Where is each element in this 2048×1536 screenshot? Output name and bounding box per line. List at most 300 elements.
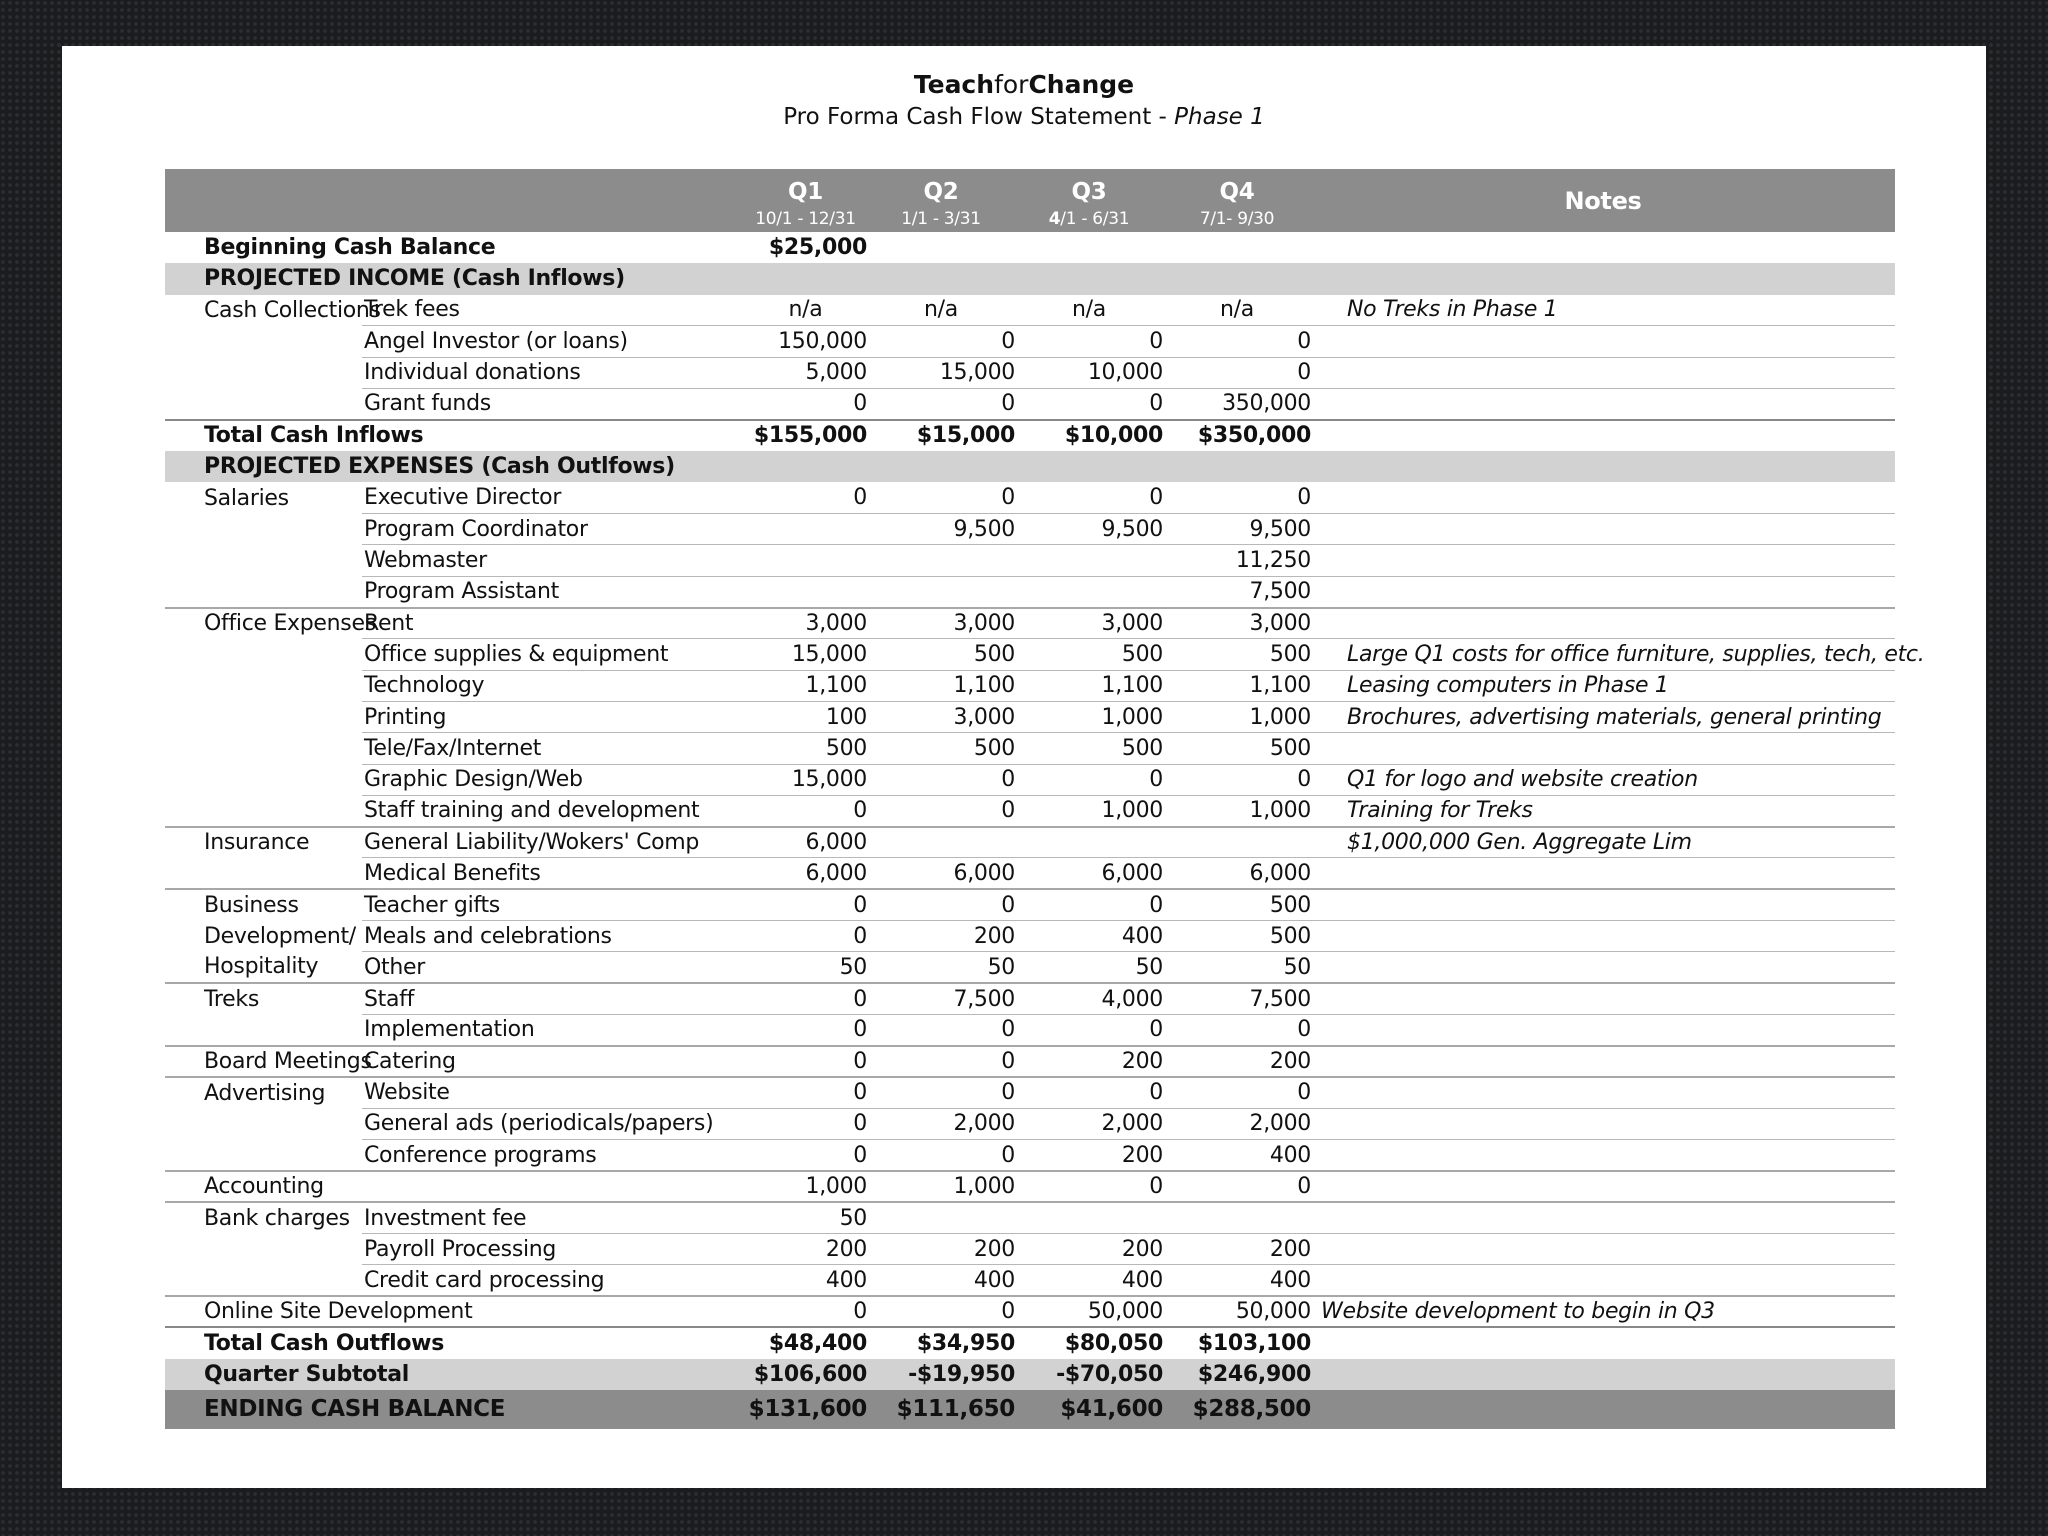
row-value-q3: $41,600	[1060, 1396, 1163, 1423]
row-label: Total Cash Outflows	[165, 1327, 744, 1358]
table-row	[165, 764, 1895, 795]
row-note: No Treks in Phase 1	[1311, 295, 1895, 326]
row-note	[1311, 1234, 1895, 1265]
row-note	[1311, 514, 1895, 545]
row-value-q4: 200	[1163, 1046, 1311, 1077]
row-value-q4: 1,100	[1163, 670, 1311, 701]
row-value-q3: -$70,050	[1056, 1361, 1163, 1387]
row-value-q2	[867, 263, 1015, 294]
table-row	[165, 639, 1895, 670]
row-category: Treks	[165, 983, 362, 1014]
row-value-q3: 0	[1015, 1014, 1163, 1045]
row-value-q1	[744, 514, 867, 545]
row-value-q4: $246,900	[1197, 1361, 1311, 1387]
row-value-q1: 0	[744, 1077, 867, 1108]
table-row	[165, 1140, 1895, 1171]
header-range-q1: 10/1 - 12/31	[755, 208, 856, 229]
row-value-q3: 6,000	[1015, 858, 1163, 889]
row-category	[165, 1265, 362, 1296]
row-value-q4: 6,000	[1163, 858, 1311, 889]
title-block	[62, 68, 1986, 132]
table-row	[165, 1014, 1895, 1045]
row-note	[1311, 388, 1895, 419]
row-note	[1311, 482, 1895, 513]
org-title-part2: for	[994, 70, 1029, 99]
row-value-q3: 400	[1015, 921, 1163, 952]
row-value-q4: 400	[1163, 1265, 1311, 1296]
row-value-q2	[867, 451, 1015, 482]
row-value-q3: 4,000	[1015, 983, 1163, 1014]
row-item: Office supplies & equipment	[362, 639, 744, 670]
row-value-q4: 400	[1163, 1140, 1311, 1171]
header-q2: Q2	[923, 179, 959, 205]
row-note	[1311, 576, 1895, 607]
row-category	[165, 1140, 362, 1171]
row-item: Credit card processing	[362, 1265, 744, 1296]
row-item: Individual donations	[362, 357, 744, 388]
row-value-q4: 350,000	[1163, 388, 1311, 419]
table-row	[165, 608, 1895, 639]
row-item: Printing	[362, 701, 744, 732]
row-item: Medical Benefits	[362, 858, 744, 889]
row-value-q1: 1,000	[744, 1171, 867, 1202]
row-item: Angel Investor (or loans)	[362, 326, 744, 357]
row-value-q4: $350,000	[1163, 420, 1311, 451]
table-row	[165, 545, 1895, 576]
row-category: Development/	[204, 923, 356, 949]
row-value-q3	[1015, 1202, 1163, 1233]
row-item: Program Assistant	[362, 576, 744, 607]
table-row	[165, 420, 1895, 451]
row-value-q1: 100	[744, 701, 867, 732]
row-value-q3: 10,000	[1015, 357, 1163, 388]
header-blank-item-2	[362, 205, 744, 232]
header-blank-category-2	[165, 205, 362, 232]
table-row	[165, 1327, 1895, 1358]
row-value-q3: 1,000	[1015, 795, 1163, 826]
row-category	[165, 388, 362, 419]
table-row	[165, 827, 1895, 858]
row-value-q1: 400	[744, 1265, 867, 1296]
row-value-q2: 200	[867, 921, 1015, 952]
row-value-q1: 0	[744, 983, 867, 1014]
row-value-q1: 5,000	[744, 357, 867, 388]
row-value-q3	[1015, 232, 1163, 263]
row-note: Leasing computers in Phase 1	[1311, 670, 1895, 701]
row-value-q1: 0	[744, 1046, 867, 1077]
table-row	[165, 889, 1895, 920]
row-value-q3	[1015, 576, 1163, 607]
table-row	[165, 733, 1895, 764]
row-value-q2: 500	[867, 639, 1015, 670]
row-category: Accounting	[165, 1171, 362, 1202]
row-value-q1: 15,000	[744, 639, 867, 670]
row-value-q3: $10,000	[1015, 420, 1163, 451]
row-note: Training for Treks	[1311, 795, 1895, 826]
table-row	[165, 1359, 1895, 1390]
row-category	[165, 764, 362, 795]
row-item: Investment fee	[362, 1202, 744, 1233]
row-value-q1: 3,000	[744, 608, 867, 639]
row-value-q3: 400	[1015, 1265, 1163, 1296]
row-value-q1: 0	[744, 1296, 867, 1327]
row-value-q4	[1163, 827, 1311, 858]
row-note	[1311, 545, 1895, 576]
org-title-part3: Change	[1028, 70, 1135, 99]
row-value-q1: 0	[744, 921, 867, 952]
table-row	[165, 326, 1895, 357]
row-value-q4	[1163, 263, 1311, 294]
row-value-q2: 15,000	[867, 357, 1015, 388]
row-note	[1311, 1327, 1895, 1358]
row-category	[165, 514, 362, 545]
row-value-q3: 0	[1015, 889, 1163, 920]
row-value-q2: 200	[867, 1234, 1015, 1265]
document-sheet	[62, 46, 1986, 1488]
row-item: Meals and celebrations	[362, 921, 744, 952]
table-row	[165, 795, 1895, 826]
row-note	[1311, 451, 1895, 482]
row-value-q3: 500	[1015, 639, 1163, 670]
row-value-q4: 0	[1163, 326, 1311, 357]
row-item: Teacher gifts	[362, 889, 744, 920]
row-category	[165, 670, 362, 701]
row-label: PROJECTED EXPENSES (Cash Outlfows)	[204, 454, 675, 480]
row-value-q4: 2,000	[1163, 1108, 1311, 1139]
row-note	[1311, 889, 1895, 920]
row-value-q2: 7,500	[867, 983, 1015, 1014]
row-value-q1	[744, 451, 867, 482]
row-value-q4: 1,000	[1163, 701, 1311, 732]
row-value-q1: 0	[744, 1108, 867, 1139]
row-category: Office Expenses	[165, 608, 362, 639]
row-value-q3: n/a	[1015, 295, 1163, 326]
row-value-q2: 0	[867, 388, 1015, 419]
row-value-q4: 0	[1163, 482, 1311, 513]
row-note	[1311, 420, 1895, 451]
row-value-q1	[744, 263, 867, 294]
row-value-q3: 9,500	[1015, 514, 1163, 545]
row-value-q3: 3,000	[1015, 608, 1163, 639]
row-value-q3: 1,100	[1015, 670, 1163, 701]
row-value-q2: 0	[867, 1140, 1015, 1171]
header-notes: Notes	[1564, 186, 1642, 215]
row-value-q3: 50,000	[1015, 1296, 1163, 1327]
header-row-quarters	[165, 169, 1895, 205]
row-value-q1: 200	[744, 1234, 867, 1265]
row-value-q2: 3,000	[867, 608, 1015, 639]
row-item: Tele/Fax/Internet	[362, 733, 744, 764]
row-value-q2	[867, 576, 1015, 607]
table-row	[165, 983, 1895, 1014]
row-note	[1311, 326, 1895, 357]
row-value-q1: $155,000	[744, 420, 867, 451]
row-category: Bank charges	[165, 1202, 362, 1233]
row-category	[165, 1234, 362, 1265]
row-value-q2	[867, 232, 1015, 263]
row-value-q1: $131,600	[748, 1396, 867, 1423]
row-value-q4: 500	[1163, 921, 1311, 952]
row-value-q3: 1,000	[1015, 701, 1163, 732]
row-label: Total Cash Inflows	[165, 420, 744, 451]
row-item: Trek fees	[362, 295, 744, 326]
row-value-q1: 6,000	[744, 858, 867, 889]
row-item: Staff training and development	[362, 795, 744, 826]
row-value-q2: 9,500	[867, 514, 1015, 545]
row-value-q1: 15,000	[744, 764, 867, 795]
row-value-q3: 0	[1015, 482, 1163, 513]
row-value-q2	[867, 545, 1015, 576]
table-row	[165, 388, 1895, 419]
row-value-q2: $34,950	[867, 1327, 1015, 1358]
row-item: Graphic Design/Web	[362, 764, 744, 795]
table-row	[165, 295, 1895, 326]
org-title-part1: Teach	[913, 70, 995, 99]
row-category: Hospitality	[204, 954, 319, 980]
row-value-q1: $25,000	[768, 235, 867, 261]
header-blank-item	[362, 169, 744, 205]
row-value-q2	[867, 827, 1015, 858]
row-item: Website	[362, 1077, 744, 1108]
row-value-q2: 50	[867, 952, 1015, 983]
row-item: Implementation	[362, 1014, 744, 1045]
row-value-q2: 0	[867, 482, 1015, 513]
row-value-q3: 0	[1015, 1171, 1163, 1202]
row-value-q2: -$19,950	[908, 1361, 1015, 1387]
header-range-q3-rest: /1 - 6/31	[1060, 208, 1130, 229]
table-row	[165, 1077, 1895, 1108]
row-value-q1: 500	[744, 733, 867, 764]
row-value-q2: 0	[867, 1296, 1015, 1327]
row-value-q4: 50	[1163, 952, 1311, 983]
header-q1: Q1	[788, 179, 823, 205]
table-row	[165, 576, 1895, 607]
row-category	[165, 1014, 362, 1045]
table-row	[165, 1296, 1895, 1327]
row-value-q3: 0	[1015, 1077, 1163, 1108]
row-value-q2: $15,000	[867, 420, 1015, 451]
row-value-q1: 50	[744, 1202, 867, 1233]
row-value-q4: 500	[1163, 639, 1311, 670]
row-value-q1: 0	[744, 482, 867, 513]
row-note	[1311, 1359, 1895, 1390]
row-value-q3: 50	[1015, 952, 1163, 983]
row-value-q3: 500	[1015, 733, 1163, 764]
row-value-q4: 11,250	[1163, 545, 1311, 576]
row-value-q2: 400	[867, 1265, 1015, 1296]
row-item: Rent	[362, 608, 744, 639]
row-item: Executive Director	[362, 482, 744, 513]
row-value-q2: 0	[867, 326, 1015, 357]
row-value-q1: $48,400	[744, 1327, 867, 1358]
row-item: Technology	[362, 670, 744, 701]
table-row	[165, 514, 1895, 545]
row-value-q1: 0	[744, 1140, 867, 1171]
row-value-q1: 0	[744, 795, 867, 826]
row-value-q4: 0	[1163, 1077, 1311, 1108]
row-note	[1311, 232, 1895, 263]
row-label: Quarter Subtotal	[204, 1361, 409, 1387]
table-row	[165, 263, 1895, 294]
row-value-q2: n/a	[867, 295, 1015, 326]
row-note: Q1 for logo and website creation	[1311, 764, 1895, 795]
row-value-q1: 0	[744, 388, 867, 419]
row-note	[1311, 1390, 1895, 1429]
row-value-q2: 6,000	[867, 858, 1015, 889]
row-label: Beginning Cash Balance	[204, 235, 496, 261]
row-category: Salaries	[204, 485, 289, 511]
row-value-q4: 0	[1163, 1171, 1311, 1202]
row-item: General ads (periodicals/papers)	[362, 1108, 744, 1139]
row-value-q2: 1,100	[867, 670, 1015, 701]
row-category: Insurance	[165, 827, 362, 858]
row-item: Program Coordinator	[362, 514, 744, 545]
row-note: Brochures, advertising materials, general printing	[1311, 701, 1895, 732]
row-value-q1: 150,000	[744, 326, 867, 357]
row-category	[165, 357, 362, 388]
row-label: Online Site Development	[165, 1296, 744, 1327]
row-category: Advertising	[165, 1077, 362, 1108]
row-value-q3: 200	[1015, 1046, 1163, 1077]
row-value-q1: 0	[744, 889, 867, 920]
row-value-q1: 50	[744, 952, 867, 983]
header-range-q3	[1015, 205, 1163, 232]
header-range-q3-bold: 4	[1048, 208, 1061, 229]
row-item: Staff	[362, 983, 744, 1014]
table-row	[165, 1390, 1895, 1429]
row-value-q4: 50,000	[1163, 1296, 1311, 1327]
table-row	[165, 1202, 1895, 1233]
row-category: Business	[165, 889, 362, 920]
table-row	[165, 451, 1895, 482]
row-value-q3: 0	[1015, 764, 1163, 795]
row-value-q3: 200	[1015, 1140, 1163, 1171]
row-label: ENDING CASH BALANCE	[204, 1396, 506, 1423]
row-category	[165, 701, 362, 732]
table-row	[165, 1108, 1895, 1139]
table-row	[165, 670, 1895, 701]
row-item: Grant funds	[362, 388, 744, 419]
header-range-q2: 1/1 - 3/31	[901, 208, 981, 229]
row-note	[1311, 263, 1895, 294]
row-value-q2: 0	[867, 1014, 1015, 1045]
row-category	[165, 1108, 362, 1139]
table-row	[165, 952, 1895, 983]
row-value-q3: 0	[1015, 326, 1163, 357]
row-value-q2: $111,650	[896, 1396, 1015, 1423]
row-value-q4: $103,100	[1163, 1327, 1311, 1358]
table-row	[165, 858, 1895, 889]
row-value-q1: $106,600	[753, 1361, 867, 1387]
row-value-q3	[1015, 451, 1163, 482]
row-value-q1: 0	[744, 1014, 867, 1045]
row-value-q1	[744, 576, 867, 607]
row-value-q2: 0	[867, 764, 1015, 795]
header-q4: Q4	[1219, 179, 1255, 205]
table-row	[165, 232, 1895, 263]
row-note: Website development to begin in Q3	[1311, 1296, 1895, 1327]
row-value-q4: 7,500	[1163, 983, 1311, 1014]
row-note	[1311, 1265, 1895, 1296]
row-note: $1,000,000 Gen. Aggregate Lim	[1311, 827, 1895, 858]
row-value-q4: 0	[1163, 764, 1311, 795]
row-category: Board Meetings	[165, 1046, 362, 1077]
row-note	[1311, 1171, 1895, 1202]
row-category	[165, 733, 362, 764]
row-value-q4: 7,500	[1163, 576, 1311, 607]
row-note	[1311, 1108, 1895, 1139]
table-row	[165, 357, 1895, 388]
row-value-q4: 0	[1163, 1014, 1311, 1045]
row-value-q4: 500	[1163, 733, 1311, 764]
row-item: Conference programs	[362, 1140, 744, 1171]
row-note	[1311, 357, 1895, 388]
row-note	[1311, 921, 1895, 952]
row-value-q4: 3,000	[1163, 608, 1311, 639]
row-note	[1311, 983, 1895, 1014]
subtitle-phase: Phase 1	[1174, 104, 1265, 130]
table-body	[165, 232, 1925, 1429]
row-note	[1311, 1014, 1895, 1045]
row-value-q2: 0	[867, 795, 1015, 826]
row-value-q3	[1015, 827, 1163, 858]
row-note	[1311, 1046, 1895, 1077]
row-value-q1	[744, 545, 867, 576]
row-value-q2: 0	[867, 1077, 1015, 1108]
row-note	[1311, 1140, 1895, 1171]
row-note	[1311, 858, 1895, 889]
table-row	[165, 1234, 1895, 1265]
row-note	[1311, 952, 1895, 983]
organization-title	[62, 68, 1986, 102]
row-value-q2: 2,000	[867, 1108, 1015, 1139]
row-value-q2: 3,000	[867, 701, 1015, 732]
table-row	[165, 1046, 1895, 1077]
row-value-q2: 1,000	[867, 1171, 1015, 1202]
row-item: Payroll Processing	[362, 1234, 744, 1265]
cash-flow-table	[165, 169, 1925, 1429]
row-item: General Liability/Wokers' Comp	[362, 827, 744, 858]
row-value-q3: 200	[1015, 1234, 1163, 1265]
table-row	[165, 921, 1895, 952]
row-category: Cash Collections	[204, 297, 381, 323]
header-blank-category	[165, 169, 362, 205]
row-value-q4: 9,500	[1163, 514, 1311, 545]
row-category	[165, 858, 362, 889]
row-note	[1311, 733, 1895, 764]
row-item	[362, 1171, 744, 1202]
row-category	[165, 639, 362, 670]
row-label: PROJECTED INCOME (Cash Inflows)	[204, 266, 625, 292]
document-subtitle	[62, 102, 1986, 132]
row-value-q4	[1163, 1202, 1311, 1233]
row-value-q4: $288,500	[1192, 1396, 1311, 1423]
row-value-q4: 1,000	[1163, 795, 1311, 826]
row-value-q2: 500	[867, 733, 1015, 764]
row-category	[165, 326, 362, 357]
row-note	[1311, 1202, 1895, 1233]
subtitle-main: Pro Forma Cash Flow Statement -	[783, 104, 1175, 130]
header-q3: Q3	[1071, 179, 1107, 205]
row-category	[165, 576, 362, 607]
row-value-q4: 200	[1163, 1234, 1311, 1265]
table-row	[165, 701, 1895, 732]
row-note	[1311, 608, 1895, 639]
row-value-q4: 0	[1163, 357, 1311, 388]
row-value-q2: 0	[867, 889, 1015, 920]
row-note	[1311, 1077, 1895, 1108]
row-value-q3: 2,000	[1015, 1108, 1163, 1139]
